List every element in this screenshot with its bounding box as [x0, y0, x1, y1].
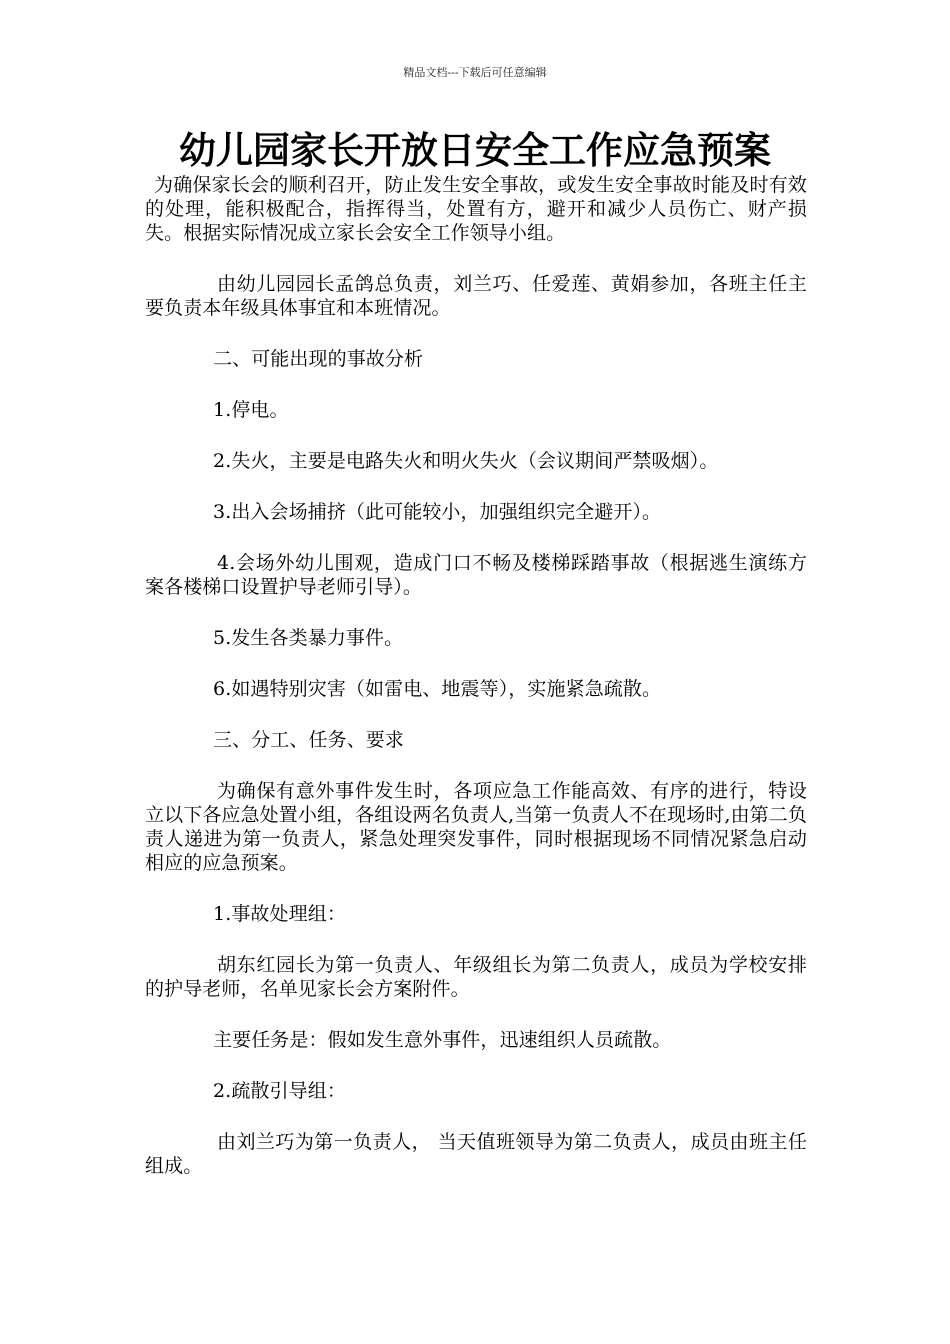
document-body: [145, 173, 807, 1205]
paragraph-intro: 为确保家长会的顺利召开，防止发生安全事故，或发生安全事故时能及时有效的处理，能积极配合，指挥得当，处置有方，避开和减少人员伤亡、财产损失。根据实际情况成立家长会安全工作领导小组。: [145, 174, 807, 244]
page-header-note: 精品文档---下载后可任意编辑: [403, 66, 547, 79]
section-heading-division-of-labor: 三、分工、任务、要求: [213, 729, 405, 751]
subheading-accident-handling-group: 1.事故处理组：: [213, 903, 346, 925]
subheading-evacuation-group: 2.疏散引导组：: [213, 1080, 346, 1102]
list-item-violence: 5.发生各类暴力事件。: [213, 627, 404, 649]
list-item-crowding: 3.出入会场捕挤（此可能较小，加强组织完全避开）。: [213, 501, 662, 523]
list-item-power-outage: 1.停电。: [213, 399, 289, 421]
list-item-stairway: 4.会场外幼儿围观，造成门口不畅及楼梯踩踏事故（根据逃生演练方案各楼梯口设置护导老师引导）。: [145, 552, 807, 598]
list-item-disaster: 6.如遇特别灾害（如雷电、地震等），实施紧急疏散。: [213, 678, 662, 700]
paragraph-leadership: 由幼儿园园长孟鸽总负责，刘兰巧、任爱莲、黄娟参加，各班主任主要负责本年级具体事宜和本班情况。: [145, 273, 807, 319]
paragraph-main-task: 主要任务是：假如发生意外事件，迅速组织人员疏散。: [213, 1029, 672, 1051]
list-item-fire: 2.失火，主要是电路失火和明火失火（会议期间严禁吸烟）。: [213, 450, 719, 472]
document-title: 幼儿园家长开放日安全工作应急预案: [179, 128, 771, 172]
paragraph-emergency-groups: 为确保有意外事件发生时，各项应急工作能高效、有序的进行，特设立以下各应急处置小组，各组设两名负责人,当第一负责人不在现场时,由第二负责人递进为第一负责人，紧急处理突发事件，同时根据现场不同情况紧急启动相应的应急预案。: [145, 780, 807, 874]
paragraph-evacuation-group-members: 由刘兰巧为第一负责人， 当天值班领导为第二负责人，成员由班主任组成。: [145, 1131, 807, 1177]
paragraph-accident-group-members: 胡东红园长为第一负责人、年级组长为第二负责人，成员为学校安排的护导老师，名单见家长会方案附件。: [145, 954, 807, 1000]
section-heading-accident-analysis: 二、可能出现的事故分析: [213, 348, 424, 370]
